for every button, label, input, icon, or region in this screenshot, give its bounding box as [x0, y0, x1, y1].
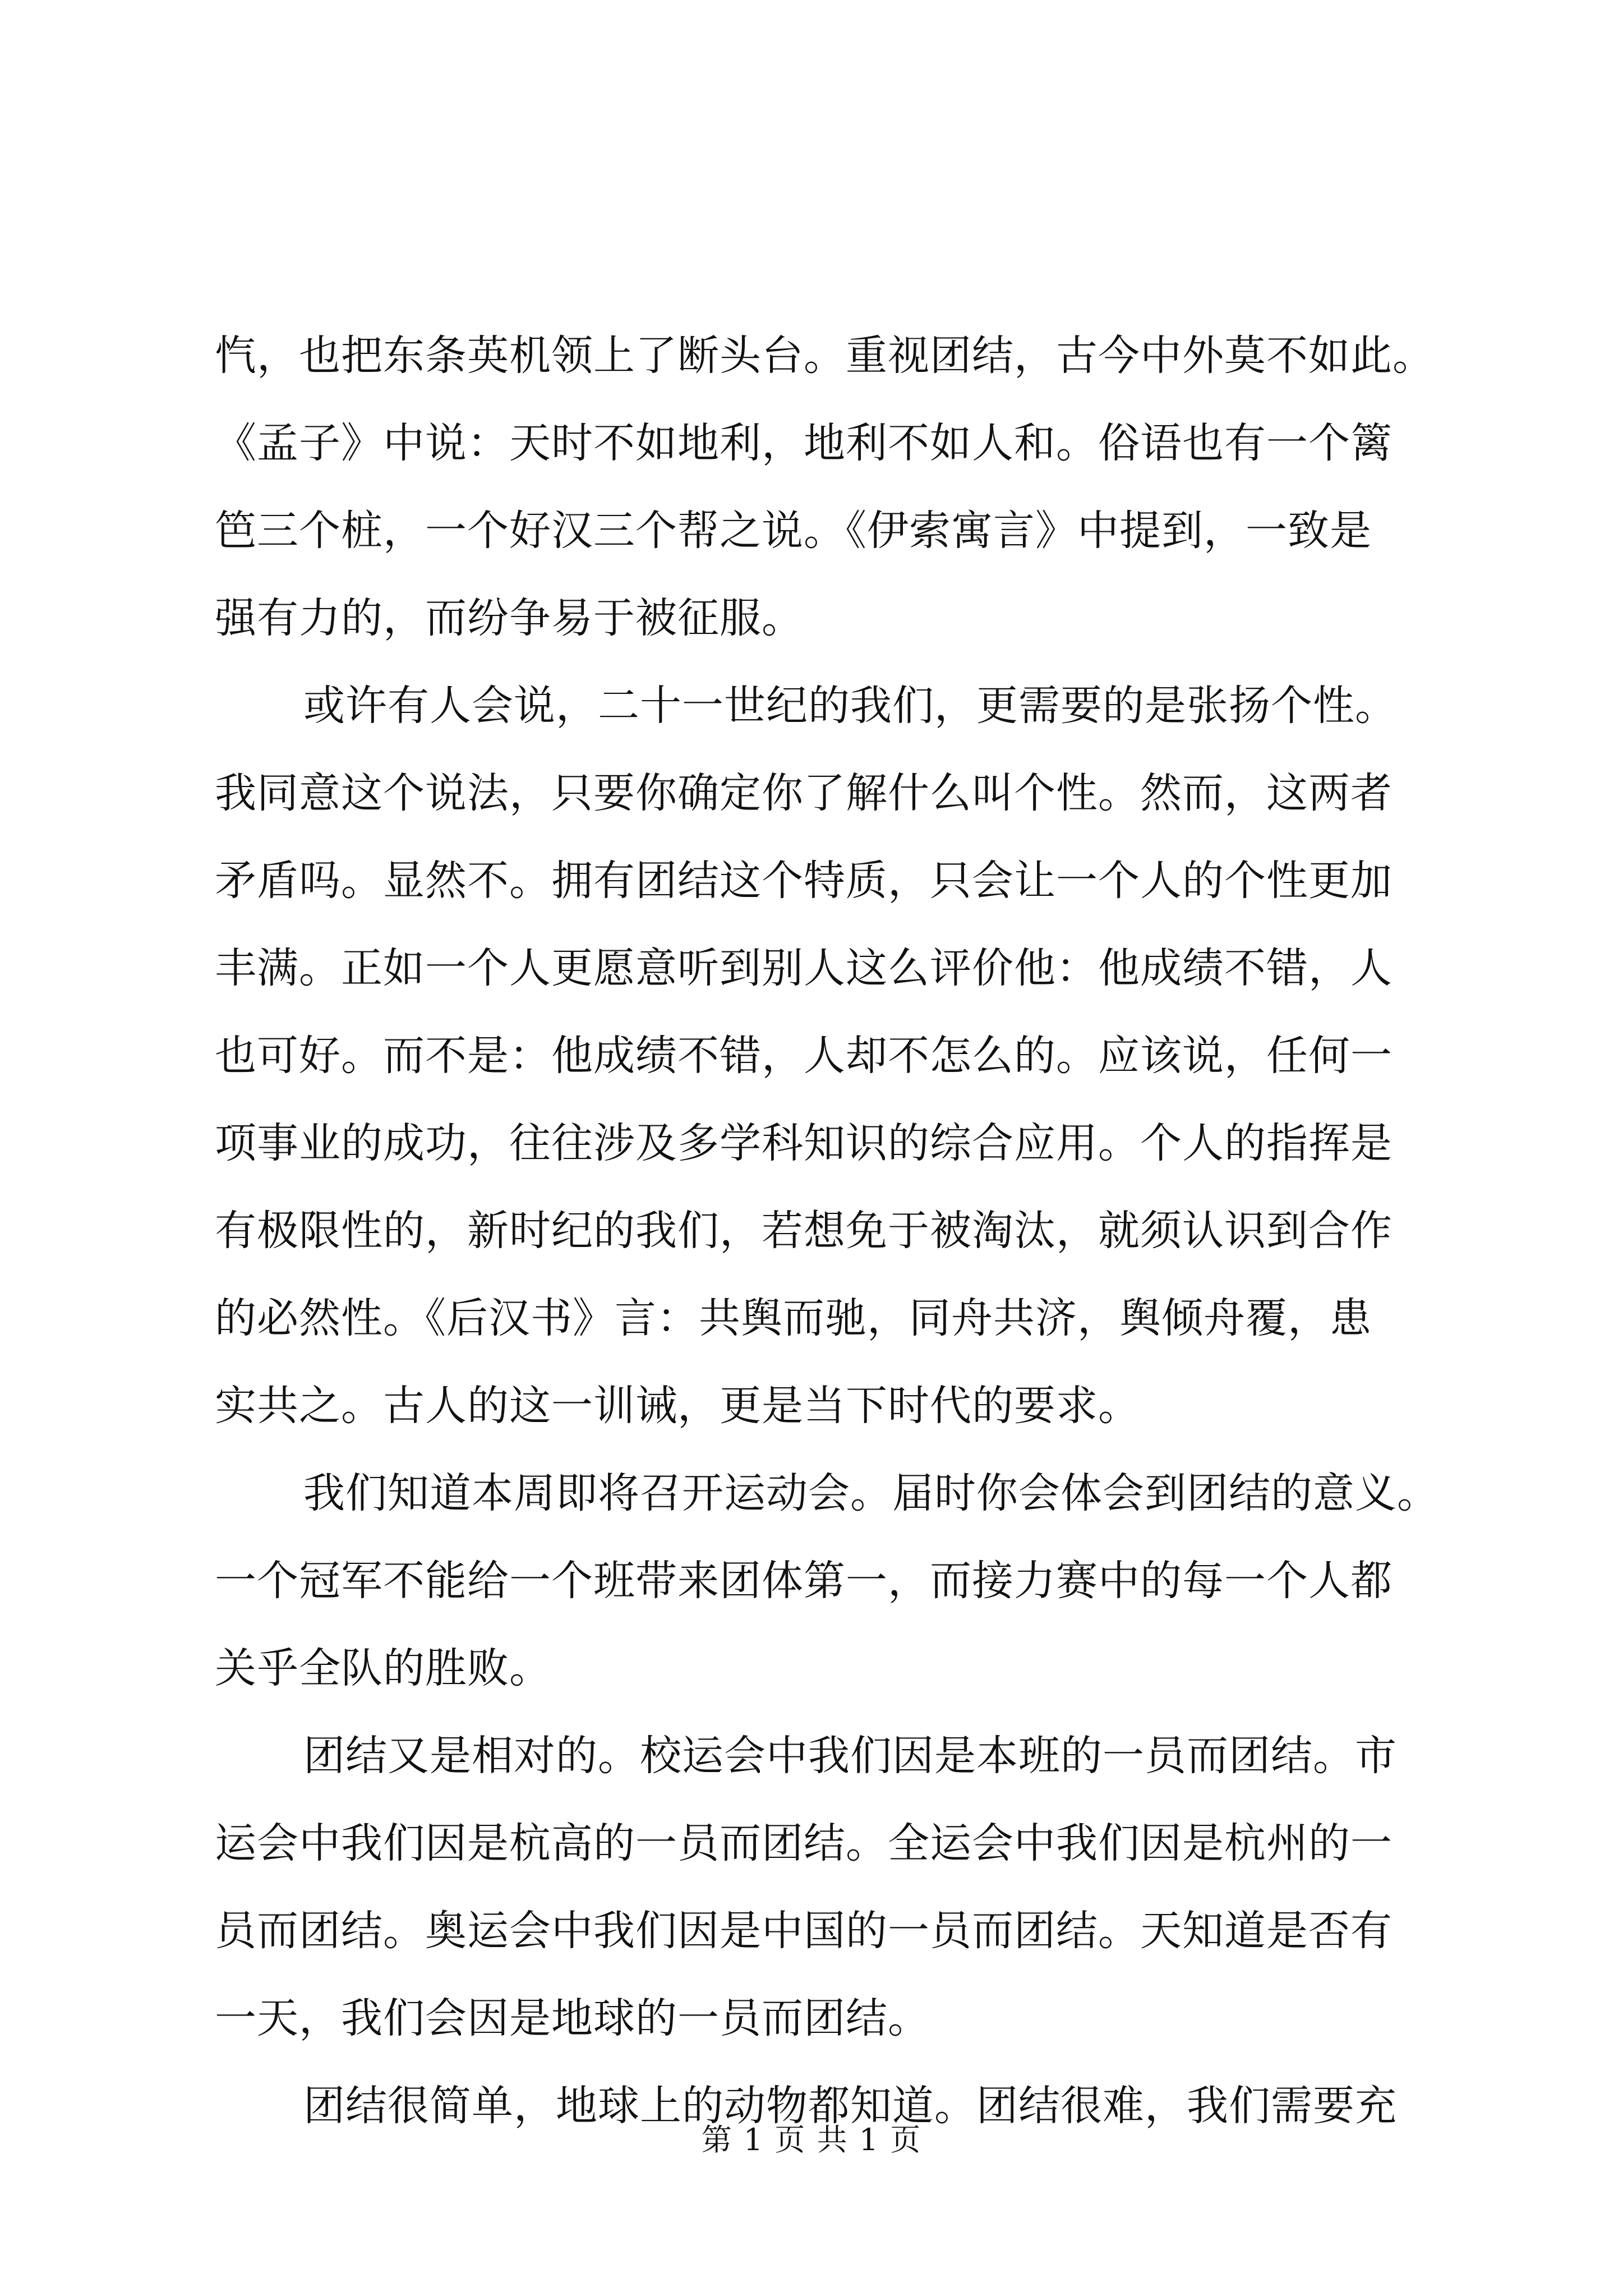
page-footer: 第 1 页 共 1 页 — [701, 2122, 922, 2157]
text-line: 我同意这个说法，只要你确定你了解什么叫个性。然而，这两者 — [215, 769, 1393, 817]
text-line: 笆三个桩，一个好汉三个帮之说。《伊索寓言》中提到，一致是 — [215, 507, 1372, 555]
text-line: 员而团结。奥运会中我们因是中国的一员而团结。天知道是否有 — [215, 1907, 1393, 1955]
body-text — [215, 312, 1439, 2150]
paragraph-start-line: 团结很简单，地球上的动物都知道。团结很难，我们需要充 — [303, 2082, 1397, 2130]
text-line: 也可好。而不是：他成绩不错，人却不怎么的。应该说，任何一 — [215, 1032, 1393, 1080]
paragraph-start-line: 我们知道本周即将召开运动会。届时你会体会到团结的意义。 — [303, 1469, 1439, 1517]
text-line: 有极限性的，新时纪的我们，若想免于被淘汰，就须认识到合作 — [215, 1207, 1393, 1255]
text-line: 运会中我们因是杭高的一员而团结。全运会中我们因是杭州的一 — [215, 1819, 1393, 1867]
text-line: 的必然性。《后汉书》言：共舆而驰，同舟共济，舆倾舟覆，患 — [215, 1294, 1372, 1342]
text-line: 一个冠军不能给一个班带来团体第一，而接力赛中的每一个人都 — [215, 1557, 1393, 1605]
text-line: 矛盾吗。显然不。拥有团结这个特质，只会让一个人的个性更加 — [215, 857, 1393, 905]
text-line: 丰满。正如一个人更愿意听到别人这么评价他：他成绩不错，人 — [215, 944, 1393, 992]
text-line: 强有力的，而纷争易于被征服。 — [215, 594, 804, 642]
text-line: 忾，也把东条英机领上了断头台。重视团结，古今中外莫不如此。 — [215, 332, 1435, 380]
text-line: 关乎全队的胜败。 — [215, 1644, 551, 1692]
text-line: 《孟子》中说：天时不如地利，地利不如人和。俗语也有一个篱 — [215, 419, 1393, 467]
text-line: 实共之。古人的这一训诫，更是当下时代的要求。 — [215, 1382, 1140, 1430]
text-line: 项事业的成功，往往涉及多学科知识的综合应用。个人的指挥是 — [215, 1119, 1393, 1167]
paragraph-start-line: 团结又是相对的。校运会中我们因是本班的一员而团结。市 — [303, 1732, 1397, 1780]
paragraph-start-line: 或许有人会说，二十一世纪的我们，更需要的是张扬个性。 — [303, 682, 1397, 730]
text-line: 一天，我们会因是地球的一员而团结。 — [215, 1994, 930, 2042]
